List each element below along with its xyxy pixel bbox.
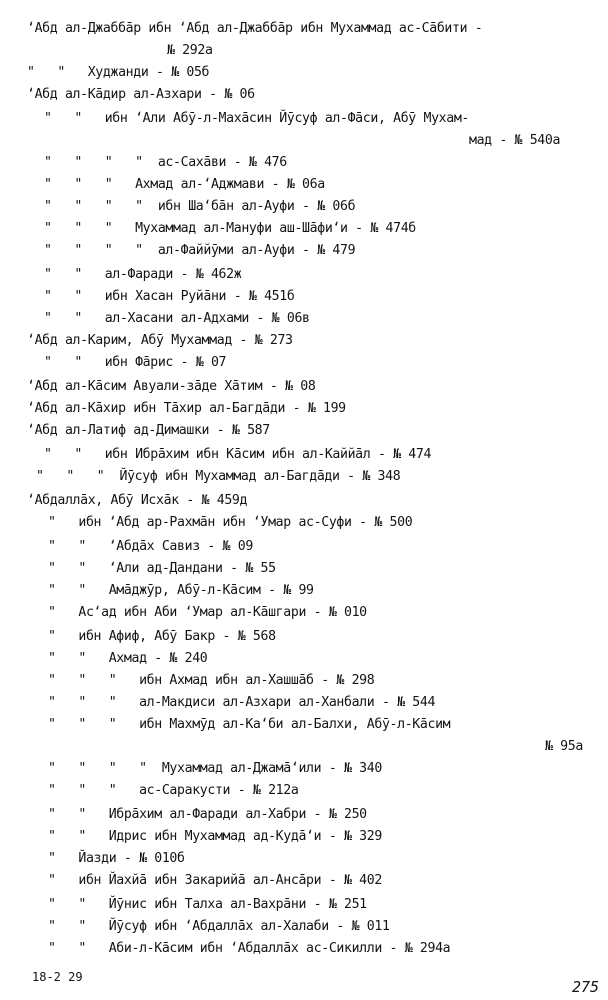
index-line: " " " ас-Саракусти - № 212а — [48, 783, 299, 798]
index-line: " Асʻад ибн Аби ʻУмар ал-Кāшгари - № 010 — [48, 605, 367, 620]
index-line: ʻАбд ал-Кāхир ибн Тāхир ал-Багдāди - № 199 — [27, 401, 346, 416]
page-number: 275 — [572, 978, 600, 996]
index-line: ʻАбд ал-Карим, Абӯ Мухаммад - № 273 — [27, 333, 293, 348]
index-line: " " ибн Ибрāхим ибн Кāсим ибн ал-Каййāл - № 474 — [44, 447, 432, 462]
index-line: " " " ибн Ахмад ибн ал-Хашшāб - № 298 — [48, 673, 375, 688]
index-line: " " Худжанди - № 05б — [27, 65, 210, 80]
index-line: ʻАбд ал-Джаббāр ибн ʻАбд ал-Джаббāр ибн Мухаммад ас-Сāбити - — [27, 21, 483, 36]
index-line: " " ʻАбдāх Савиз - № 09 — [48, 539, 253, 554]
printer-signature: 18-2 29 — [32, 970, 83, 984]
index-line: " " Аби-л-Кāсим ибн ʻАбдаллāх ас-Сикилли - № 294а — [48, 941, 451, 956]
index-line: № 95а — [545, 739, 583, 754]
index-line: ʻАбд ал-Латиф ад-Димашки - № 587 — [27, 423, 270, 438]
index-line: " " " " ибн Шаʻбāн ал-Ауфи - № 06б — [44, 199, 356, 214]
index-line: " " ал-Хасани ал-Адхами - № 06в — [44, 311, 310, 326]
index-line: " Йазди - № 010б — [48, 851, 185, 866]
index-line: " " " Мухаммад ал-Мануфи аш-Шāфиʻи - № 474б — [44, 221, 416, 236]
index-line: " " Амāджӯр, Абӯ-л-Кāсим - № 99 — [48, 583, 314, 598]
index-line: " " Йӯсуф ибн ʻАбдаллāх ал-Халаби - № 011 — [48, 919, 390, 934]
index-line: " " Ибрāхим ал-Фаради ал-Хабри - № 250 — [48, 807, 367, 822]
index-line: " " ал-Фаради - № 462ж — [44, 267, 242, 282]
index-line: " ибн Афиф, Абӯ Бакр - № 568 — [48, 629, 276, 644]
index-line: " " " ал-Макдиси ал-Азхари ал-Ханбали - № 544 — [48, 695, 436, 710]
index-line: " " " " ал-Файйӯми ал-Ауфи - № 479 — [44, 243, 356, 258]
index-line: " " ибн Фāрис - № 07 — [44, 355, 227, 370]
index-line: " ибн Йахйā ибн Закарийā ал-Ансāри - № 402 — [48, 873, 382, 888]
index-line: № 292а — [167, 43, 213, 58]
index-line: " " " Йӯсуф ибн Мухаммад ал-Багдāди - № 348 — [36, 469, 401, 484]
index-line: " " ибн Хасан Руйāни - № 451б — [44, 289, 295, 304]
index-line: ʻАбд ал-Кāсим Авуали-зāде Хāтим - № 08 — [27, 379, 316, 394]
index-line: " " Идрис ибн Мухаммад ад-Кудāʻи - № 329 — [48, 829, 382, 844]
index-line: " ибн ʻАбд ар-Рахмāн ибн ʻУмар ас-Суфи - № 500 — [48, 515, 413, 530]
index-line: " " " " ас-Сахāви - № 476 — [44, 155, 287, 170]
index-line: мад - № 540а — [469, 133, 561, 148]
index-line: " " " Ахмад ал-ʻАджмави - № 06а — [44, 177, 325, 192]
index-line: " " " ибн Махмӯд ал-Каʻби ал-Балхи, Абӯ-л-Кāсим — [48, 717, 451, 732]
index-line: ʻАбдаллāх, Абӯ Исхāк - № 459д — [27, 493, 248, 508]
index-line: " " ибн ʻАли Абӯ-л-Махāсин Йӯсуф ал-Фāси, Абӯ Мухам- — [44, 111, 470, 126]
index-line: ʻАбд ал-Кāдир ал-Азхари - № 06 — [27, 87, 255, 102]
index-line: " " ʻАли ад-Дандани - № 55 — [48, 561, 276, 576]
index-line: " " Ахмад - № 240 — [48, 651, 208, 666]
index-line: " " " " Мухаммад ал-Джамāʻили - № 340 — [48, 761, 382, 776]
index-line: " " Йӯнис ибн Талха ал-Вахрāни - № 251 — [48, 897, 367, 912]
